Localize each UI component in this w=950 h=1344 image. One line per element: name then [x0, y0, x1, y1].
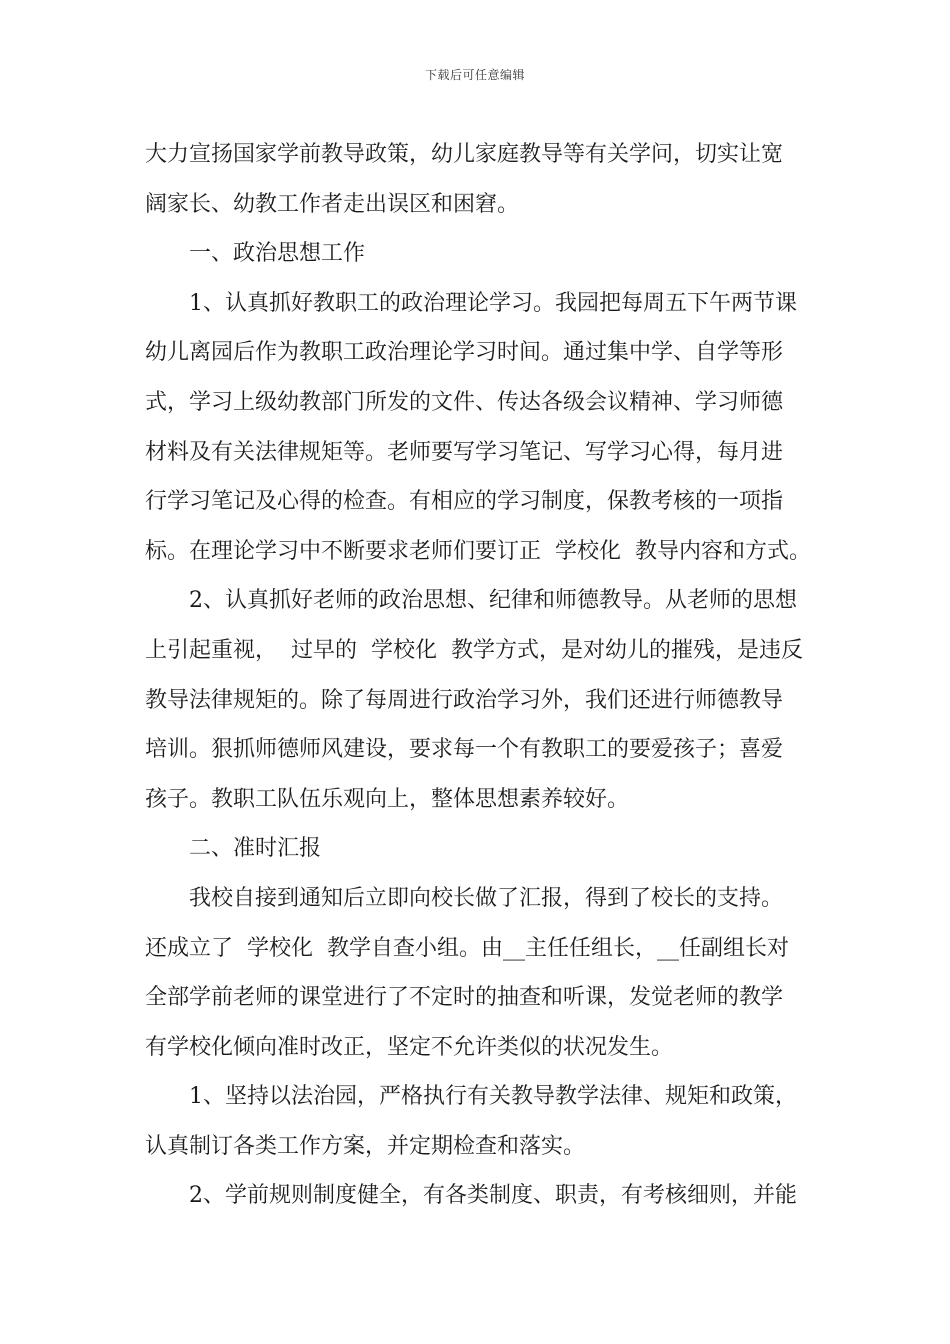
text-line: 2、认真抓好老师的政治思想、纪律和师德教导。从老师的思想 — [189, 588, 797, 614]
text-line: 1、坚持以法治园，严格执行有关教导教学法律、规矩和政策， — [189, 1084, 797, 1110]
text-line: 行学习笔记及心得的检查。有相应的学习制度，保教考核的一项指 — [145, 489, 784, 515]
text-line: 二、准时汇报 — [189, 836, 322, 862]
text-line: 认真制订各类工作方案，并定期检查和落实。 — [145, 1133, 586, 1159]
text-line: 阔家长、幼教工作者走出误区和困窘。 — [145, 191, 520, 217]
text-line: 标。在理论学习中不断要求老师们要订正 学校化 教导内容和方式。 — [145, 538, 811, 564]
text-line: 2、学前规则制度健全，有各类制度、职责，有考核细则，并能 — [189, 1183, 797, 1209]
text-line: 培训。狠抓师德师风建设，要求每一个有教职工的要爱孩子；喜爱 — [145, 737, 784, 763]
text-line: 孩子。教职工队伍乐观向上，整体思想素养较好。 — [145, 786, 630, 812]
text-line: 材料及有关法律规矩等。老师要写学习笔记、写学习心得，每月进 — [145, 439, 784, 465]
text-line: 上引起重视， 过早的 学校化 教学方式，是对幼儿的摧残，是违反 — [145, 637, 803, 663]
text-line: 1、认真抓好教职工的政治理论学习。我园把每周五下午两节课 — [189, 290, 797, 316]
text-line: 大力宣扬国家学前教导政策，幼儿家庭教导等有关学问，切实让宽 — [145, 142, 784, 167]
text-line: 教导法律规矩的。除了每周进行政治学习外，我们还进行师德教导 — [145, 687, 784, 713]
page-header: 下载后可任意编辑 — [424, 68, 525, 82]
text-line: 全部学前老师的课堂进行了不定时的抽查和听课，发觉老师的教学 — [145, 985, 784, 1011]
document-body — [145, 130, 810, 1221]
text-line: 有学校化倾向准时改正，坚定不允许类似的状况发生。 — [145, 1034, 674, 1060]
text-line: 一、政治思想工作 — [189, 241, 366, 267]
text-line: 式，学习上级幼教部门所发的文件、传达各级会议精神、学习师德 — [145, 389, 784, 415]
text-line: 还成立了 学校化 教学自查小组。由__主任任组长，__任副组长对 — [145, 935, 789, 961]
text-line: 我校自接到通知后立即向校长做了汇报，得到了校长的支持。 — [189, 885, 784, 911]
text-line: 幼儿离园后作为教职工政治理论学习时间。通过集中学、自学等形 — [145, 340, 784, 366]
